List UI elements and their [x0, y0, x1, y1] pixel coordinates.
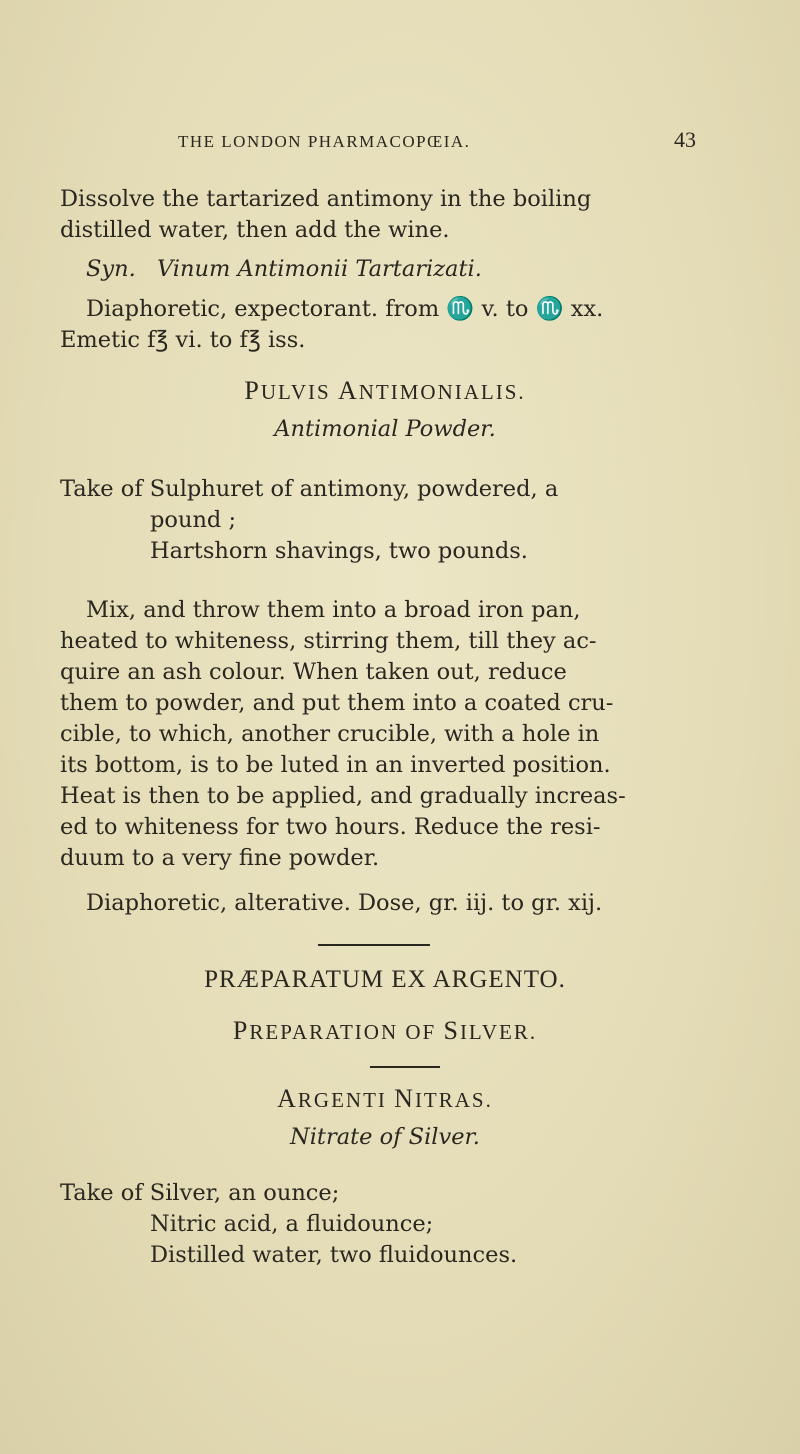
- section-divider: [318, 944, 430, 946]
- text-line: Nitric acid, a fluidounce;: [150, 1211, 434, 1237]
- text-line: [60, 294, 710, 325]
- text-line: ed to whiteness for two hours. Reduce the resi-: [60, 814, 601, 840]
- section-divider-small: [370, 1066, 440, 1068]
- text-line: Hartshorn shavings, two pounds.: [150, 538, 528, 564]
- text-line: Take of Silver, an ounce;: [60, 1180, 340, 1206]
- text-line: pound ;: [150, 507, 237, 533]
- syn-label: Syn.: [86, 256, 136, 282]
- text-line: cible, to which, another crucible, with a hole in: [60, 721, 600, 747]
- text-line: Mix, and throw them into a broad iron pan,: [86, 597, 581, 623]
- dose-line: Diaphoretic, expectorant. from ♏ v. to ♏ xx.: [86, 296, 604, 322]
- text-line: its bottom, is to be luted in an inverted position.: [60, 752, 611, 778]
- text-line: quire an ash colour. When taken out, reduce: [60, 659, 567, 685]
- pulvis-heading: PULVIS ANTIMONIALIS.: [244, 376, 526, 405]
- text-line: duum to a very fine powder.: [60, 845, 380, 871]
- argento-subheading: PREPARATION OF SILVER.: [232, 1016, 538, 1045]
- text-line: Emetic f℥ vi. to f℥ iss.: [60, 327, 306, 353]
- text-line: Distilled water, two fluidounces.: [150, 1242, 518, 1268]
- argento-heading: PRÆPARATUM EX ARGENTO.: [204, 966, 566, 993]
- text-line: them to powder, and put them into a coated cru-: [60, 690, 614, 716]
- text-line: Diaphoretic, alterative. Dose, gr. iij. to gr. xij.: [86, 890, 603, 916]
- synonym-line: [60, 254, 710, 285]
- nitras-subtitle: Nitrate of Silver.: [290, 1124, 480, 1150]
- page-number: 43: [674, 127, 696, 152]
- text-line: Take of Sulphuret of antimony, powdered, a: [60, 476, 559, 502]
- syn-name: Vinum Antimonii Tartarizati.: [156, 256, 482, 282]
- nitras-heading: ARGENTI NITRAS.: [277, 1084, 493, 1113]
- text-line: distilled water, then add the wine.: [60, 217, 450, 243]
- running-title: THE LONDON PHARMACOPŒIA.: [178, 132, 471, 151]
- text-line: heated to whiteness, stirring them, till they ac-: [60, 628, 597, 654]
- text-line: Heat is then to be applied, and gradually increas-: [60, 783, 626, 809]
- text-line: Dissolve the tartarized antimony in the boiling: [60, 186, 592, 212]
- pulvis-subtitle: Antimonial Powder.: [274, 416, 496, 442]
